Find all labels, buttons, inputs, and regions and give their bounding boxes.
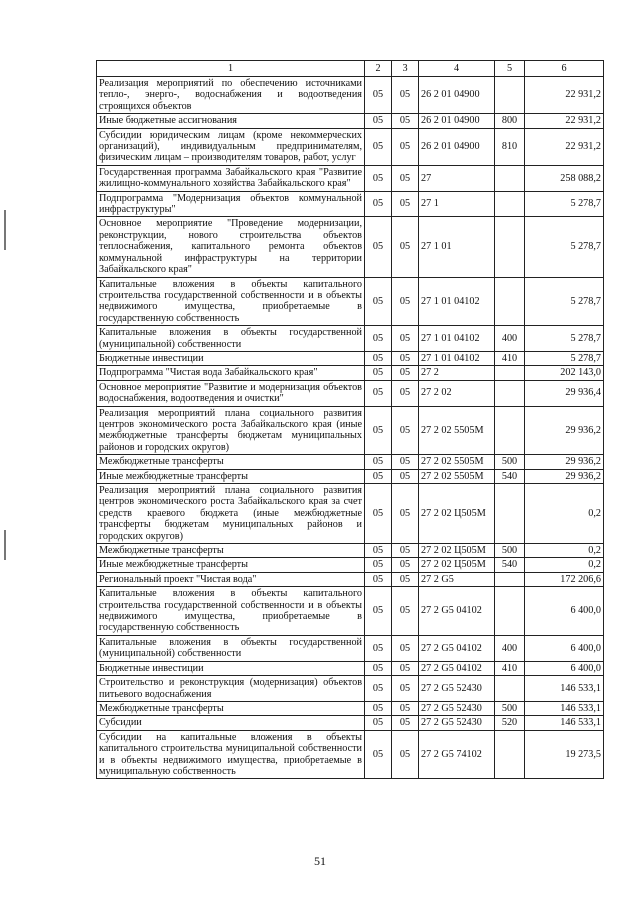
row-amount-cell: 146 533,1 bbox=[525, 701, 604, 715]
row-target-code-cell: 27 1 01 04102 bbox=[419, 351, 495, 365]
row-name-cell: Иные межбюджетные трансферты bbox=[97, 469, 365, 483]
table-row bbox=[97, 544, 604, 558]
row-expense-type-cell bbox=[495, 730, 525, 779]
row-amount-cell: 146 533,1 bbox=[525, 716, 604, 730]
header-col-5: 5 bbox=[495, 61, 525, 77]
table-row bbox=[97, 217, 604, 277]
row-section-cell: 05 bbox=[365, 351, 392, 365]
row-subsection-cell: 05 bbox=[392, 351, 419, 365]
row-expense-type-cell: 500 bbox=[495, 455, 525, 469]
header-col-6: 6 bbox=[525, 61, 604, 77]
row-section-cell: 05 bbox=[365, 191, 392, 217]
row-amount-cell: 202 143,0 bbox=[525, 366, 604, 380]
row-name-cell: Капитальные вложения в объекты государственной (муниципальной) собственности bbox=[97, 635, 365, 661]
table-row bbox=[97, 635, 604, 661]
table-row bbox=[97, 572, 604, 586]
row-section-cell: 05 bbox=[365, 701, 392, 715]
row-name-cell: Бюджетные инвестиции bbox=[97, 351, 365, 365]
row-section-cell: 05 bbox=[365, 558, 392, 572]
row-amount-cell: 146 533,1 bbox=[525, 676, 604, 702]
table-row bbox=[97, 380, 604, 406]
row-expense-type-cell bbox=[495, 366, 525, 380]
row-section-cell: 05 bbox=[365, 676, 392, 702]
row-section-cell: 05 bbox=[365, 406, 392, 455]
row-amount-cell: 29 936,2 bbox=[525, 455, 604, 469]
row-subsection-cell: 05 bbox=[392, 455, 419, 469]
row-amount-cell: 22 931,2 bbox=[525, 128, 604, 165]
row-target-code-cell: 27 1 01 04102 bbox=[419, 326, 495, 352]
row-section-cell: 05 bbox=[365, 217, 392, 277]
row-subsection-cell: 05 bbox=[392, 572, 419, 586]
row-target-code-cell: 27 2 02 5505М bbox=[419, 469, 495, 483]
row-expense-type-cell: 800 bbox=[495, 114, 525, 128]
row-amount-cell: 172 206,6 bbox=[525, 572, 604, 586]
row-section-cell: 05 bbox=[365, 165, 392, 191]
row-expense-type-cell bbox=[495, 484, 525, 544]
row-section-cell: 05 bbox=[365, 635, 392, 661]
table-row bbox=[97, 77, 604, 114]
row-target-code-cell: 27 2 G5 04102 bbox=[419, 587, 495, 636]
table-row bbox=[97, 469, 604, 483]
row-amount-cell: 5 278,7 bbox=[525, 277, 604, 326]
row-target-code-cell: 27 bbox=[419, 165, 495, 191]
row-name-cell: Капитальные вложения в объекты капитального строительства государственной собственности и в объекты недвижимого имущества, приобретаемые в государственную собственность bbox=[97, 277, 365, 326]
table-row bbox=[97, 730, 604, 779]
row-subsection-cell: 05 bbox=[392, 114, 419, 128]
header-col-4: 4 bbox=[419, 61, 495, 77]
row-subsection-cell: 05 bbox=[392, 469, 419, 483]
row-name-cell: Капитальные вложения в объекты капитального строительства государственной собственности и в объекты недвижимого имущества, приобретаемые в государственную собственность bbox=[97, 587, 365, 636]
row-expense-type-cell bbox=[495, 380, 525, 406]
row-subsection-cell: 05 bbox=[392, 484, 419, 544]
row-amount-cell: 19 273,5 bbox=[525, 730, 604, 779]
table-row bbox=[97, 484, 604, 544]
left-margin-mark bbox=[4, 210, 6, 250]
budget-table bbox=[96, 60, 604, 779]
row-target-code-cell: 26 2 01 04900 bbox=[419, 77, 495, 114]
row-target-code-cell: 27 2 G5 52430 bbox=[419, 701, 495, 715]
row-target-code-cell: 27 2 02 Ц505М bbox=[419, 544, 495, 558]
row-expense-type-cell: 810 bbox=[495, 128, 525, 165]
row-subsection-cell: 05 bbox=[392, 128, 419, 165]
row-name-cell: Межбюджетные трансферты bbox=[97, 701, 365, 715]
row-section-cell: 05 bbox=[365, 469, 392, 483]
table-row bbox=[97, 406, 604, 455]
row-name-cell: Субсидии юридическим лицам (кроме некоммерческих организаций), индивидуальным предпринимателям, физическим лицам – производителям товаров, работ, услуг bbox=[97, 128, 365, 165]
table-row bbox=[97, 701, 604, 715]
row-expense-type-cell: 410 bbox=[495, 351, 525, 365]
row-subsection-cell: 05 bbox=[392, 191, 419, 217]
row-amount-cell: 258 088,2 bbox=[525, 165, 604, 191]
table-row bbox=[97, 716, 604, 730]
table-row bbox=[97, 191, 604, 217]
row-expense-type-cell bbox=[495, 77, 525, 114]
table-row bbox=[97, 676, 604, 702]
row-target-code-cell: 27 2 02 5505М bbox=[419, 406, 495, 455]
row-target-code-cell: 27 2 G5 52430 bbox=[419, 716, 495, 730]
row-target-code-cell: 27 2 G5 74102 bbox=[419, 730, 495, 779]
header-col-3: 3 bbox=[392, 61, 419, 77]
row-amount-cell: 6 400,0 bbox=[525, 635, 604, 661]
row-name-cell: Реализация мероприятий по обеспечению источниками тепло-, энерго-, водоснабжения и водоотведения строящихся объектов bbox=[97, 77, 365, 114]
row-expense-type-cell bbox=[495, 572, 525, 586]
row-section-cell: 05 bbox=[365, 77, 392, 114]
row-section-cell: 05 bbox=[365, 544, 392, 558]
row-subsection-cell: 05 bbox=[392, 406, 419, 455]
row-name-cell: Реализация мероприятий плана социального развития центров экономического роста Забайкальского края (иные межбюджетные трансферты бюджетам муниципальных районов и городских округов) bbox=[97, 406, 365, 455]
row-amount-cell: 5 278,7 bbox=[525, 351, 604, 365]
left-margin-mark bbox=[4, 530, 6, 560]
row-amount-cell: 29 936,4 bbox=[525, 380, 604, 406]
table-row bbox=[97, 165, 604, 191]
row-expense-type-cell bbox=[495, 406, 525, 455]
row-section-cell: 05 bbox=[365, 366, 392, 380]
row-expense-type-cell: 400 bbox=[495, 635, 525, 661]
header-col-2: 2 bbox=[365, 61, 392, 77]
row-subsection-cell: 05 bbox=[392, 558, 419, 572]
row-target-code-cell: 27 1 01 04102 bbox=[419, 277, 495, 326]
row-subsection-cell: 05 bbox=[392, 635, 419, 661]
row-target-code-cell: 27 2 G5 04102 bbox=[419, 661, 495, 675]
row-section-cell: 05 bbox=[365, 730, 392, 779]
row-name-cell: Основное мероприятие "Развитие и модернизация объектов водоснабжения, водоотведения и очистки" bbox=[97, 380, 365, 406]
row-amount-cell: 5 278,7 bbox=[525, 326, 604, 352]
row-target-code-cell: 26 2 01 04900 bbox=[419, 114, 495, 128]
table-header-row bbox=[97, 61, 604, 77]
row-amount-cell: 0,2 bbox=[525, 544, 604, 558]
row-subsection-cell: 05 bbox=[392, 716, 419, 730]
table-row bbox=[97, 326, 604, 352]
row-section-cell: 05 bbox=[365, 277, 392, 326]
row-subsection-cell: 05 bbox=[392, 277, 419, 326]
row-subsection-cell: 05 bbox=[392, 587, 419, 636]
row-section-cell: 05 bbox=[365, 587, 392, 636]
row-name-cell: Региональный проект "Чистая вода" bbox=[97, 572, 365, 586]
header-col-1: 1 bbox=[97, 61, 365, 77]
row-section-cell: 05 bbox=[365, 380, 392, 406]
row-target-code-cell: 27 2 02 bbox=[419, 380, 495, 406]
row-target-code-cell: 27 2 02 Ц505М bbox=[419, 558, 495, 572]
row-name-cell: Основное мероприятие "Проведение модернизации, реконструкции, нового строительства объектов теплоснабжения, капитального ремонта объектов коммунальной инфраструктуры на территории Забайкальского края" bbox=[97, 217, 365, 277]
row-subsection-cell: 05 bbox=[392, 661, 419, 675]
row-expense-type-cell: 500 bbox=[495, 544, 525, 558]
row-amount-cell: 5 278,7 bbox=[525, 217, 604, 277]
row-name-cell: Межбюджетные трансферты bbox=[97, 544, 365, 558]
row-name-cell: Строительство и реконструкция (модернизация) объектов питьевого водоснабжения bbox=[97, 676, 365, 702]
row-subsection-cell: 05 bbox=[392, 217, 419, 277]
table-row bbox=[97, 277, 604, 326]
table-row bbox=[97, 351, 604, 365]
row-amount-cell: 29 936,2 bbox=[525, 406, 604, 455]
row-amount-cell: 5 278,7 bbox=[525, 191, 604, 217]
row-name-cell: Иные межбюджетные трансферты bbox=[97, 558, 365, 572]
row-section-cell: 05 bbox=[365, 716, 392, 730]
row-section-cell: 05 bbox=[365, 114, 392, 128]
row-amount-cell: 22 931,2 bbox=[525, 77, 604, 114]
table-row bbox=[97, 455, 604, 469]
row-expense-type-cell: 520 bbox=[495, 716, 525, 730]
row-expense-type-cell bbox=[495, 277, 525, 326]
row-section-cell: 05 bbox=[365, 455, 392, 469]
row-target-code-cell: 27 2 G5 52430 bbox=[419, 676, 495, 702]
row-target-code-cell: 27 1 bbox=[419, 191, 495, 217]
table-row bbox=[97, 114, 604, 128]
row-subsection-cell: 05 bbox=[392, 701, 419, 715]
row-name-cell: Субсидии bbox=[97, 716, 365, 730]
table-row bbox=[97, 558, 604, 572]
row-subsection-cell: 05 bbox=[392, 544, 419, 558]
row-section-cell: 05 bbox=[365, 661, 392, 675]
row-amount-cell: 22 931,2 bbox=[525, 114, 604, 128]
page-number: 51 bbox=[314, 854, 326, 868]
row-section-cell: 05 bbox=[365, 326, 392, 352]
row-expense-type-cell bbox=[495, 587, 525, 636]
table-row bbox=[97, 366, 604, 380]
row-amount-cell: 6 400,0 bbox=[525, 587, 604, 636]
row-subsection-cell: 05 bbox=[392, 380, 419, 406]
table-row bbox=[97, 128, 604, 165]
row-target-code-cell: 27 2 bbox=[419, 366, 495, 380]
row-name-cell: Подпрограмма "Модернизация объектов коммунальной инфраструктуры" bbox=[97, 191, 365, 217]
row-expense-type-cell bbox=[495, 676, 525, 702]
row-subsection-cell: 05 bbox=[392, 326, 419, 352]
row-name-cell: Реализация мероприятий плана социального развития центров экономического роста Забайкальского края за счет средств краевого бюджета (иные межбюджетные трансферты бюджетам муниципальных районов и городских округов) bbox=[97, 484, 365, 544]
row-name-cell: Иные бюджетные ассигнования bbox=[97, 114, 365, 128]
row-target-code-cell: 27 2 G5 bbox=[419, 572, 495, 586]
row-subsection-cell: 05 bbox=[392, 730, 419, 779]
row-section-cell: 05 bbox=[365, 128, 392, 165]
row-name-cell: Межбюджетные трансферты bbox=[97, 455, 365, 469]
row-target-code-cell: 27 2 G5 04102 bbox=[419, 635, 495, 661]
row-expense-type-cell: 540 bbox=[495, 469, 525, 483]
row-amount-cell: 0,2 bbox=[525, 484, 604, 544]
table-row bbox=[97, 661, 604, 675]
row-target-code-cell: 26 2 01 04900 bbox=[419, 128, 495, 165]
table-row bbox=[97, 587, 604, 636]
row-expense-type-cell: 410 bbox=[495, 661, 525, 675]
row-name-cell: Капитальные вложения в объекты государственной (муниципальной) собственности bbox=[97, 326, 365, 352]
row-target-code-cell: 27 2 02 Ц505М bbox=[419, 484, 495, 544]
row-expense-type-cell: 540 bbox=[495, 558, 525, 572]
row-subsection-cell: 05 bbox=[392, 165, 419, 191]
row-expense-type-cell bbox=[495, 217, 525, 277]
row-target-code-cell: 27 1 01 bbox=[419, 217, 495, 277]
row-expense-type-cell: 400 bbox=[495, 326, 525, 352]
row-section-cell: 05 bbox=[365, 572, 392, 586]
row-expense-type-cell bbox=[495, 165, 525, 191]
row-target-code-cell: 27 2 02 5505М bbox=[419, 455, 495, 469]
row-name-cell: Бюджетные инвестиции bbox=[97, 661, 365, 675]
row-name-cell: Субсидии на капитальные вложения в объекты капитального строительства муниципальной собственности и в объекты недвижимого имущества, приобретаемые в муниципальную собственность bbox=[97, 730, 365, 779]
row-expense-type-cell bbox=[495, 191, 525, 217]
row-name-cell: Государственная программа Забайкальского края "Развитие жилищно-коммунального хозяйства Забайкальского края" bbox=[97, 165, 365, 191]
row-subsection-cell: 05 bbox=[392, 366, 419, 380]
row-subsection-cell: 05 bbox=[392, 676, 419, 702]
row-amount-cell: 29 936,2 bbox=[525, 469, 604, 483]
row-amount-cell: 0,2 bbox=[525, 558, 604, 572]
row-expense-type-cell: 500 bbox=[495, 701, 525, 715]
row-section-cell: 05 bbox=[365, 484, 392, 544]
row-amount-cell: 6 400,0 bbox=[525, 661, 604, 675]
budget-table-body bbox=[97, 61, 604, 779]
row-subsection-cell: 05 bbox=[392, 77, 419, 114]
row-name-cell: Подпрограмма "Чистая вода Забайкальского края" bbox=[97, 366, 365, 380]
